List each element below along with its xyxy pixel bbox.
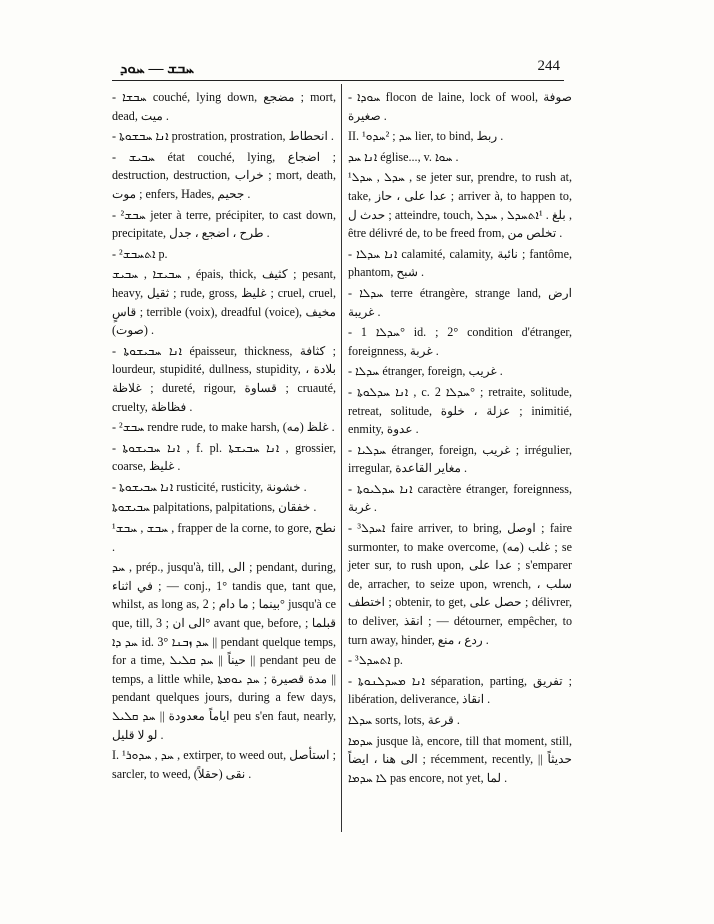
dictionary-entry: - ܚܒܫܐ couché, lying down, مضجع ; mort, dead, ميت . [112, 90, 336, 123]
dictionary-entry: ܐܢܐ ܚܕ église..., v. ܚܘܐ . [348, 149, 459, 164]
dictionary-entry: I. ¹ܚܕ , ܚܕܘܪ , extirper, to weed out, استأصل ; sarcler, to weed, نقى (حقلاً) . [112, 748, 336, 781]
page-number: 244 [537, 58, 560, 74]
dictionary-entry: - ܐܢܐ ܚܒܫܘܬܐ prostration, prostration, انحطاط . [112, 129, 334, 144]
running-head: ܚܒܫ — ܚܘܕ [120, 61, 195, 77]
dictionary-entry: - ²ܐܬܚܒܫ p. [112, 246, 168, 261]
dictionary-entry: - ܚܕܠܐ étranger, foreign, غريب . [348, 364, 503, 379]
dictionary-entry: - ܚܕܠܝܐ étranger, foreign, غريب ; irrégulier, irregular, مغاير القاعدة . [348, 442, 573, 476]
dictionary-entry: - ܚܕܠܐ terre étrangère, strange land, ارض غريبة . [348, 285, 572, 319]
dictionary-entry: ܚܕܠܐ sorts, lots, قرعة . [348, 713, 460, 727]
right-column [348, 88, 572, 789]
dictionary-entry: - ܐܢܐ ܚܒܝܫܘܬܐ rusticité, rusticity, خشونة . [112, 479, 307, 494]
dictionary-entry: ¹ܚܕܠ , ܚܕܠ , se jeter sur, prendre, to rush at, take, عدا على ، حاز ; arriver à, to happen to, حدث ل ; atteindre, touch, بلغ . ¹ܐܬܚܕܠ , ܚܕܠ , être délivré de, to be freed from, تخلص من . [348, 170, 572, 241]
dictionary-entry: - ²ܚܒܫ jeter à terre, précipiter, to cast down, precipitate, طرح ، اضجع ، جدل . [112, 207, 336, 241]
column-divider [341, 84, 342, 832]
dictionary-entry: ܚܒܝܫܘܬܐ palpitations, palpitations, خفقان . [112, 500, 317, 515]
dictionary-entry: - ܐܢܐ ܚܕܠܝܘܬܐ caractère étranger, foreignness, غربة . [348, 481, 572, 515]
dictionary-entry: ܚܒܝܫܐ , ܚܒܝܫ , épais, thick, كثيف ; pesant, heavy, ثقيل ; rude, gross, غليظ ; cruel, cruel, قاسٍ ; terrible (voix), dreadful (voice), مخيف (صوت) . [112, 267, 336, 338]
dictionary-entry: - ³ܐܚܕܠ faire arriver, to bring, اوصل ; faire surmonter, to make overcome, غلب (مه) ; se jeter sur, to rush upon, عدا على ; s'emparer de, arracher, to seize upon, wrench, سلب ، اختطف ; obtenir, to get, حصل على ; délivrer, to deliver, انقذ ; — détourner, empêcher, to turn away, hinder, ردع ، منع . [348, 521, 573, 647]
dictionary-entry: - ܐܢܐ ܚܒܝܫܘܬܐ épaisseur, thickness, كثافة ; lourdeur, stupidité, dullness, stupidity, بلادة ، غلاظة ; dureté, rigour, قساوة ; cruauté, cruelty, فظاظة . [112, 343, 337, 414]
dictionary-entry: - ܐܢܐ ܚܕܠܐ calamité, calamity, نائبة ; fantôme, phantom, شبح . [348, 246, 572, 280]
dictionary-entry: ܚܕ , prép., jusqu'à, till, الى ; pendant, during, في اثناء ; — conj., 1° tandis que, tant que, whilst, as long as, بينما ; ما دام ; 2° jusqu'à ce que, till, الى ان ; 3° avant que, before, قبلما ; ܚܕ ܕܐ id. 3° ܚܕ ܙܒܢܐ || pendant quelque temps, for a time, حيناً || ܚܕ ܩܠܝܠ || pendant peu de temps, a little while, مدة قصيرة ; ܚܕ ܝܘܡܬܐ || pendant quelques jours, during a few days, اياماً معدودة || ܚܕ ܩܠܝܠ peu s'en faut, nearly, لو لا قليل . [112, 560, 337, 742]
dictionary-entry: - ܐܢܐ ܡܚܕܠܢܘܬܐ séparation, parting, تفريق ; libération, deliverance, انقاذ . [348, 673, 572, 707]
dictionary-entry: ܚܕܡܐ jusque là, encore, till that moment, still, الى هنا ، ايضاً ; récemment, recently, حديثاً || ܠܐ ܚܕܡܐ pas encore, not yet, لما . [348, 733, 572, 785]
dictionary-entry: - ܚܘܕܐ flocon de laine, lock of wool, صوفة صغيرة . [348, 90, 572, 123]
page-header [112, 58, 564, 81]
left-column [112, 88, 336, 785]
dictionary-entry: - ³ܐܬܚܕܠ p. [348, 653, 403, 668]
dictionary-entry: - ܚܒܝܫ état couché, lying, اضجاع ; destruction, destruction, خراب ; mort, death, موت ; enfers, Hades, جحيم . [112, 149, 336, 201]
dictionary-entry: - ܚܕܠܐ 1° id. ; 2° condition d'étranger, foreignness, غربة . [348, 325, 573, 358]
dictionary-entry: ¹ܚܒܫ , ܚܒܫ , frapper de la corne, to gore, نطح . [112, 521, 336, 554]
dictionary-entry: - ²ܚܒܫ rendre rude, to make harsh, غلظ (مه) . [112, 420, 335, 435]
dictionary-entry: - ܐܢܐ ܚܒܝܫܘܬܐ , f. pl. ܐܢܐ ܚܒܝܫܬܐ , grossier, coarse, غليظ . [112, 440, 336, 474]
dictionary-entry: II. ¹ܚܕ ; ²ܚܕܘ lier, to bind, ربط . [348, 129, 504, 144]
dictionary-entry: - ܐܢܐ ܚܕܠܘܬܐ , c. ܚܕܠܐ 2° ; retraite, solitude, retreat, solitude, عزلة ، خلوة ; inimitié, enmity, عدوة . [348, 384, 572, 437]
